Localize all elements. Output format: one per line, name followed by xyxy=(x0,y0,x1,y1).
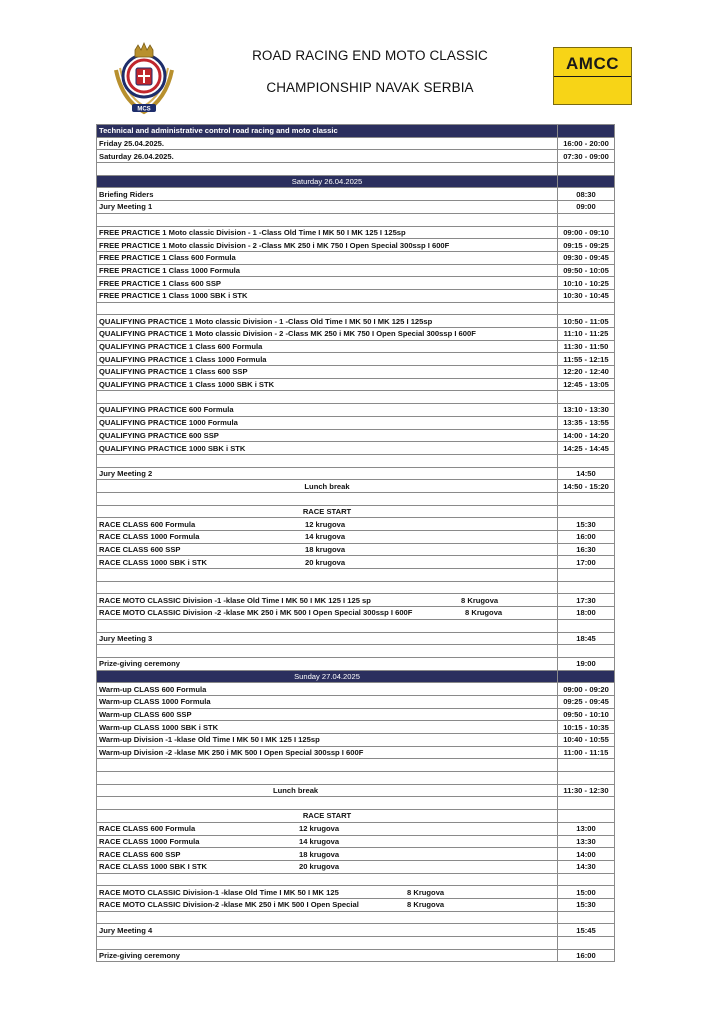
schedule-row xyxy=(97,645,615,658)
time-cell: 18:45 xyxy=(558,632,615,645)
time-cell: 09:50 - 10:10 xyxy=(558,708,615,721)
event-cell xyxy=(97,619,558,632)
time-cell: 11:30 - 12:30 xyxy=(558,784,615,797)
event-cell xyxy=(97,213,558,226)
laps-label: 14 krugova xyxy=(305,532,346,542)
time-cell: 13:30 xyxy=(558,835,615,848)
event-cell: QUALIFYING PRACTICE 1000 Formula xyxy=(97,416,558,429)
time-cell: 12:45 - 13:05 xyxy=(558,378,615,391)
schedule-row xyxy=(97,505,615,518)
event-cell xyxy=(97,556,558,569)
schedule-row xyxy=(97,860,615,873)
schedule-row xyxy=(97,784,615,797)
event-cell xyxy=(97,784,558,797)
schedule-row xyxy=(97,734,615,747)
time-cell xyxy=(558,302,615,315)
laps-label: 8 Krugova xyxy=(461,595,499,605)
event-cell xyxy=(97,822,558,835)
event-cell xyxy=(97,531,558,544)
event-cell xyxy=(97,543,558,556)
schedule-row xyxy=(97,125,615,138)
event-label: RACE CLASS 1000 Formula xyxy=(99,836,200,846)
event-cell: QUALIFYING PRACTICE 1 Class 1000 SBK i STK xyxy=(97,378,558,391)
time-cell: 14:30 xyxy=(558,860,615,873)
time-cell: 10:50 - 11:05 xyxy=(558,315,615,328)
time-cell: 18:00 xyxy=(558,607,615,620)
event-cell: Jury Meeting 3 xyxy=(97,632,558,645)
time-cell: 14:50 xyxy=(558,467,615,480)
event-cell: QUALIFYING PRACTICE 1 Class 600 Formula xyxy=(97,340,558,353)
document-title-line-1: ROAD RACING END MOTO CLASSIC xyxy=(252,48,488,63)
schedule-row xyxy=(97,302,615,315)
event-cell: FREE PRACTICE 1 Moto classic Division - 1 -Class Old Time I MK 50 I MK 125 I 125sp xyxy=(97,226,558,239)
event-cell: RACE START xyxy=(97,505,558,518)
event-cell: Saturday 26.04.2025 xyxy=(97,175,558,188)
schedule-row xyxy=(97,150,615,163)
time-cell: 11:10 - 11:25 xyxy=(558,328,615,341)
time-cell xyxy=(558,163,615,176)
schedule-row xyxy=(97,708,615,721)
event-cell xyxy=(97,518,558,531)
time-cell xyxy=(558,797,615,810)
event-cell: FREE PRACTICE 1 Class 1000 SBK i STK xyxy=(97,289,558,302)
time-cell: 15:30 xyxy=(558,898,615,911)
schedule-row xyxy=(97,531,615,544)
schedule-row xyxy=(97,873,615,886)
event-label: RACE CLASS 600 SSP xyxy=(99,849,181,859)
time-cell: 09:00 - 09:20 xyxy=(558,683,615,696)
time-cell: 07:30 - 09:00 xyxy=(558,150,615,163)
schedule-row xyxy=(97,949,615,962)
time-cell: 16:00 - 20:00 xyxy=(558,137,615,150)
schedule-row xyxy=(97,886,615,899)
event-label: RACE CLASS 600 SSP xyxy=(99,545,181,555)
event-cell: QUALIFYING PRACTICE 1 Moto classic Division - 1 -Class Old Time I MK 50 I MK 125 I 125sp xyxy=(97,315,558,328)
time-cell: 14:50 - 15:20 xyxy=(558,480,615,493)
event-cell: Jury Meeting 2 xyxy=(97,467,558,480)
schedule-row xyxy=(97,657,615,670)
time-cell xyxy=(558,810,615,823)
event-cell: Friday 25.04.2025. xyxy=(97,137,558,150)
laps-label: 8 Krugova xyxy=(465,608,503,618)
time-cell xyxy=(558,175,615,188)
event-cell: FREE PRACTICE 1 Moto classic Division - 2 -Class MK 250 i MK 750 I Open Special 300ssp I 600F xyxy=(97,239,558,252)
event-cell xyxy=(97,860,558,873)
event-cell xyxy=(97,911,558,924)
event-label: RACE CLASS 600 Formula xyxy=(99,519,196,529)
schedule-row xyxy=(97,391,615,404)
schedule-row xyxy=(97,277,615,290)
time-cell: 16:30 xyxy=(558,543,615,556)
time-cell: 15:00 xyxy=(558,886,615,899)
time-cell: 14:25 - 14:45 xyxy=(558,442,615,455)
event-cell xyxy=(97,569,558,582)
schedule-row xyxy=(97,924,615,937)
laps-label: 20 krugova xyxy=(305,557,346,567)
time-cell: 08:30 xyxy=(558,188,615,201)
time-cell xyxy=(558,619,615,632)
schedule-row xyxy=(97,772,615,785)
time-cell: 14:00 - 14:20 xyxy=(558,429,615,442)
schedule-row xyxy=(97,175,615,188)
schedule-row xyxy=(97,518,615,531)
time-cell: 16:00 xyxy=(558,949,615,962)
schedule-row xyxy=(97,797,615,810)
event-cell xyxy=(97,886,558,899)
time-cell: 13:00 xyxy=(558,822,615,835)
event-cell: Lunch break xyxy=(97,480,558,493)
schedule-row xyxy=(97,467,615,480)
schedule-table xyxy=(96,124,615,962)
schedule-row xyxy=(97,201,615,214)
schedule-row xyxy=(97,378,615,391)
schedule-row xyxy=(97,315,615,328)
event-label: RACE CLASS 600 Formula xyxy=(99,824,196,834)
schedule-row xyxy=(97,289,615,302)
event-cell xyxy=(97,759,558,772)
laps-label: 12 krugova xyxy=(305,519,346,529)
schedule-row xyxy=(97,898,615,911)
event-cell: Saturday 26.04.2025. xyxy=(97,150,558,163)
schedule-row xyxy=(97,746,615,759)
time-cell: 15:45 xyxy=(558,924,615,937)
event-cell: Warm-up CLASS 1000 SBK i STK xyxy=(97,721,558,734)
time-cell xyxy=(558,569,615,582)
time-cell xyxy=(558,911,615,924)
event-label: RACE MOTO CLASSIC Division -2 -klase MK 250 i MK 500 I Open Special 300ssp I 600F xyxy=(99,608,413,618)
time-cell: 13:35 - 13:55 xyxy=(558,416,615,429)
laps-label: 14 krugova xyxy=(299,836,340,846)
time-cell: 10:10 - 10:25 xyxy=(558,277,615,290)
schedule-row xyxy=(97,251,615,264)
event-cell xyxy=(97,835,558,848)
event-cell xyxy=(97,391,558,404)
schedule-row xyxy=(97,619,615,632)
time-cell xyxy=(558,670,615,683)
laps-label: 8 Krugova xyxy=(407,900,445,910)
time-cell: 09:00 xyxy=(558,201,615,214)
event-cell: RACE START xyxy=(97,810,558,823)
event-cell xyxy=(97,594,558,607)
time-cell xyxy=(558,873,615,886)
time-cell: 12:20 - 12:40 xyxy=(558,366,615,379)
schedule-row xyxy=(97,556,615,569)
event-cell xyxy=(97,772,558,785)
time-cell: 10:30 - 10:45 xyxy=(558,289,615,302)
schedule-row xyxy=(97,569,615,582)
schedule-row xyxy=(97,670,615,683)
event-cell: Prize-giving ceremony xyxy=(97,949,558,962)
time-cell: 17:00 xyxy=(558,556,615,569)
schedule-row xyxy=(97,353,615,366)
laps-label: 8 Krugova xyxy=(407,887,445,897)
schedule-row xyxy=(97,492,615,505)
event-cell: QUALIFYING PRACTICE 1 Class 600 SSP xyxy=(97,366,558,379)
schedule-row xyxy=(97,480,615,493)
time-cell: 19:00 xyxy=(558,657,615,670)
schedule-row xyxy=(97,366,615,379)
event-cell: Warm-up CLASS 600 SSP xyxy=(97,708,558,721)
time-cell: 09:50 - 10:05 xyxy=(558,264,615,277)
schedule-row xyxy=(97,429,615,442)
svg-text:MCS: MCS xyxy=(137,106,151,113)
event-cell: QUALIFYING PRACTICE 1000 SBK i STK xyxy=(97,442,558,455)
schedule-row xyxy=(97,213,615,226)
time-cell xyxy=(558,391,615,404)
time-cell: 10:40 - 10:55 xyxy=(558,734,615,747)
schedule-row xyxy=(97,404,615,417)
laps-label: 12 krugova xyxy=(299,824,340,834)
schedule-row xyxy=(97,759,615,772)
time-cell: 16:00 xyxy=(558,531,615,544)
schedule-row xyxy=(97,695,615,708)
time-cell: 15:30 xyxy=(558,518,615,531)
event-cell xyxy=(97,645,558,658)
event-cell: Technical and administrative control road racing and moto classic xyxy=(97,125,558,138)
schedule-row xyxy=(97,848,615,861)
event-cell: QUALIFYING PRACTICE 600 SSP xyxy=(97,429,558,442)
time-cell: 09:15 - 09:25 xyxy=(558,239,615,252)
schedule-row xyxy=(97,632,615,645)
time-cell: 11:00 - 11:15 xyxy=(558,746,615,759)
event-cell: Jury Meeting 4 xyxy=(97,924,558,937)
time-cell: 11:30 - 11:50 xyxy=(558,340,615,353)
schedule-row xyxy=(97,416,615,429)
event-cell: Warm-up CLASS 600 Formula xyxy=(97,683,558,696)
time-cell: 10:15 - 10:35 xyxy=(558,721,615,734)
event-cell xyxy=(97,848,558,861)
amcc-logo xyxy=(553,47,632,105)
event-cell xyxy=(97,492,558,505)
event-cell xyxy=(97,302,558,315)
schedule-row xyxy=(97,607,615,620)
time-cell xyxy=(558,759,615,772)
event-label: RACE CLASS 1000 SBK I STK xyxy=(99,862,208,872)
schedule-row xyxy=(97,822,615,835)
event-cell xyxy=(97,163,558,176)
event-cell xyxy=(97,898,558,911)
schedule-row xyxy=(97,442,615,455)
laps-label: 18 krugova xyxy=(299,849,340,859)
schedule-row xyxy=(97,581,615,594)
schedule-row xyxy=(97,328,615,341)
time-cell: 14:00 xyxy=(558,848,615,861)
schedule-row xyxy=(97,810,615,823)
event-cell: Warm-up CLASS 1000 Formula xyxy=(97,695,558,708)
time-cell: 17:30 xyxy=(558,594,615,607)
event-cell: Jury Meeting 1 xyxy=(97,201,558,214)
event-cell: Warm-up Division -1 -klase Old Time I MK 50 I MK 125 I 125sp xyxy=(97,734,558,747)
event-label: RACE CLASS 1000 SBK i STK xyxy=(99,557,208,567)
event-cell: FREE PRACTICE 1 Class 600 Formula xyxy=(97,251,558,264)
event-cell: QUALIFYING PRACTICE 1 Class 1000 Formula xyxy=(97,353,558,366)
schedule-row xyxy=(97,137,615,150)
time-cell: 09:30 - 09:45 xyxy=(558,251,615,264)
time-cell xyxy=(558,213,615,226)
time-cell xyxy=(558,772,615,785)
event-cell: Warm-up Division -2 -klase MK 250 i MK 500 I Open Special 300ssp I 600F xyxy=(97,746,558,759)
laps-label: 20 krugova xyxy=(299,862,340,872)
event-label: Lunch break xyxy=(273,786,319,796)
event-cell xyxy=(97,607,558,620)
event-cell xyxy=(97,873,558,886)
event-label: RACE CLASS 1000 Formula xyxy=(99,532,200,542)
event-cell: FREE PRACTICE 1 Class 1000 Formula xyxy=(97,264,558,277)
schedule-row xyxy=(97,594,615,607)
schedule-row xyxy=(97,835,615,848)
schedule-row xyxy=(97,721,615,734)
time-cell xyxy=(558,505,615,518)
event-cell xyxy=(97,797,558,810)
time-cell: 11:55 - 12:15 xyxy=(558,353,615,366)
schedule-row xyxy=(97,683,615,696)
time-cell: 09:00 - 09:10 xyxy=(558,226,615,239)
schedule-row xyxy=(97,163,615,176)
schedule-row xyxy=(97,543,615,556)
schedule-row xyxy=(97,264,615,277)
time-cell xyxy=(558,125,615,138)
schedule-row xyxy=(97,340,615,353)
amcc-logo-text: AMCC xyxy=(566,54,619,73)
time-cell: 13:10 - 13:30 xyxy=(558,404,615,417)
time-cell xyxy=(558,454,615,467)
event-cell: QUALIFYING PRACTICE 1 Moto classic Division - 2 -Class MK 250 i MK 750 I Open Special 300ssp I 600F xyxy=(97,328,558,341)
time-cell xyxy=(558,937,615,950)
event-cell: FREE PRACTICE 1 Class 600 SSP xyxy=(97,277,558,290)
event-cell: Prize-giving ceremony xyxy=(97,657,558,670)
event-cell xyxy=(97,581,558,594)
event-cell: QUALIFYING PRACTICE 600 Formula xyxy=(97,404,558,417)
event-label: RACE MOTO CLASSIC Division -1 -klase Old Time I MK 50 I MK 125 I 125 sp xyxy=(99,595,371,605)
event-cell: Briefing Riders xyxy=(97,188,558,201)
schedule-row xyxy=(97,188,615,201)
document-title-line-2: CHAMPIONSHIP NAVAK SERBIA xyxy=(266,80,474,95)
schedule-row xyxy=(97,226,615,239)
event-cell xyxy=(97,937,558,950)
time-cell xyxy=(558,581,615,594)
event-cell: Sunday 27.04.2025 xyxy=(97,670,558,683)
schedule-row xyxy=(97,911,615,924)
time-cell xyxy=(558,645,615,658)
laps-label: 18 krugova xyxy=(305,545,346,555)
schedule-row xyxy=(97,454,615,467)
time-cell: 09:25 - 09:45 xyxy=(558,695,615,708)
event-cell xyxy=(97,454,558,467)
schedule-row xyxy=(97,239,615,252)
event-label: RACE MOTO CLASSIC Division-1 -klase Old Time I MK 50 I MK 125 xyxy=(99,887,339,897)
time-cell xyxy=(558,492,615,505)
schedule-row xyxy=(97,937,615,950)
mcs-crest-logo xyxy=(108,40,180,118)
event-label: RACE MOTO CLASSIC Division-2 -klase MK 250 i MK 500 I Open Special xyxy=(99,900,359,910)
